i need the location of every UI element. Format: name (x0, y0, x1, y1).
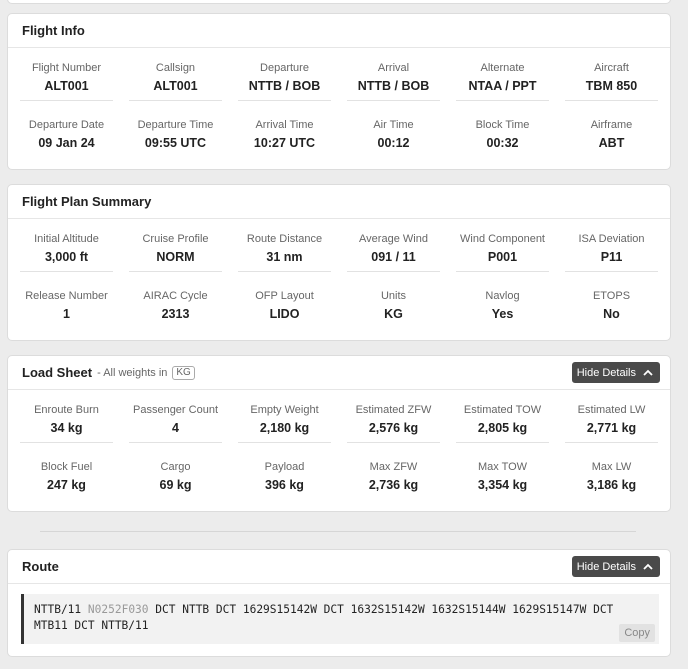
field-value: 091 / 11 (371, 250, 416, 264)
field-label: Max LW (591, 461, 632, 473)
flight-info-header (8, 14, 670, 48)
flight-plan-row-2 (8, 276, 670, 333)
field-value: 2,576 kg (368, 421, 419, 435)
info-cell-content (20, 61, 113, 101)
field-value: 3,000 ft (44, 250, 89, 264)
info-cell (12, 447, 121, 504)
route-title: Route (22, 559, 59, 574)
info-cell-content (456, 403, 549, 443)
info-cell-content (565, 61, 658, 101)
info-cell-content (20, 403, 113, 443)
info-cell-content (230, 289, 339, 322)
info-cell (121, 48, 230, 105)
load-sheet-hide-details-button[interactable] (572, 362, 660, 383)
field-value: 00:32 (486, 136, 519, 150)
field-label: Departure (260, 62, 309, 74)
info-cell (121, 219, 230, 276)
field-value: 3,186 kg (586, 478, 637, 492)
info-cell-content (238, 403, 331, 443)
info-cell (230, 276, 339, 333)
info-cell-content (557, 460, 666, 493)
field-value: 2,805 kg (477, 421, 528, 435)
info-cell (557, 447, 666, 504)
info-cell-content (129, 61, 222, 101)
field-value: 69 kg (159, 478, 192, 492)
field-value: 31 nm (266, 250, 303, 264)
info-cell (12, 105, 121, 162)
flight-plan-row-1 (8, 219, 670, 276)
field-label: Estimated ZFW (355, 404, 432, 416)
section-divider (40, 531, 636, 532)
previous-card-edge (7, 0, 671, 4)
field-value: NORM (156, 250, 195, 264)
info-cell-content (347, 232, 440, 272)
route-segment: DCT NTTB DCT 1629S15142W DCT 1632S15142W 1632S15144W 1629S15147W DCT (155, 603, 614, 616)
field-label: Flight Number (31, 62, 102, 74)
field-label: Release Number (25, 290, 108, 302)
info-cell-content (448, 460, 557, 493)
field-label: Route Distance (246, 233, 323, 245)
load-sheet-row-1 (8, 390, 670, 447)
field-label: ISA Deviation (578, 233, 645, 245)
info-cell-content (456, 61, 549, 101)
info-cell (339, 48, 448, 105)
field-label: Estimated TOW (463, 404, 542, 416)
info-cell (448, 276, 557, 333)
info-cell-content (339, 118, 448, 151)
field-label: Callsign (155, 62, 196, 74)
field-label: Enroute Burn (34, 404, 99, 416)
chevron-up-icon (642, 367, 654, 379)
info-cell-content (339, 289, 448, 322)
field-value: 09 Jan 24 (38, 136, 95, 150)
info-cell-content (565, 403, 658, 443)
info-cell-content (230, 118, 339, 151)
route-line-2: MTB11 DCT NTTB/11 (34, 619, 149, 632)
info-cell-content (121, 460, 230, 493)
load-sheet-title: Load Sheet (22, 365, 93, 380)
info-cell-content (565, 232, 658, 272)
info-cell-content (456, 232, 549, 272)
field-label: Block Fuel (40, 461, 93, 473)
field-value: Yes (491, 307, 514, 321)
info-cell-content (347, 61, 440, 101)
info-cell (12, 276, 121, 333)
field-value: KG (384, 307, 403, 321)
field-value: No (603, 307, 620, 321)
field-label: AIRAC Cycle (143, 290, 208, 302)
info-cell (339, 447, 448, 504)
info-cell (339, 105, 448, 162)
field-label: Departure Time (137, 119, 214, 131)
field-value: 3,354 kg (477, 478, 528, 492)
field-label: Wind Component (460, 233, 545, 245)
load-sheet-card (7, 355, 671, 512)
field-value: ABT (598, 136, 625, 150)
info-cell (121, 447, 230, 504)
info-cell (448, 48, 557, 105)
field-value: 2,180 kg (259, 421, 310, 435)
info-cell (121, 105, 230, 162)
route-header (8, 550, 670, 584)
info-cell (230, 48, 339, 105)
info-cell-content (448, 289, 557, 322)
field-value: NTAA / PPT (468, 79, 537, 93)
info-cell-content (238, 61, 331, 101)
info-cell (230, 219, 339, 276)
field-label: Departure Date (28, 119, 105, 131)
info-cell-content (557, 289, 666, 322)
info-cell (339, 219, 448, 276)
info-cell (339, 390, 448, 447)
flight-info-title: Flight Info (22, 23, 85, 38)
field-label: Aircraft (594, 62, 629, 74)
info-cell (230, 447, 339, 504)
info-cell (339, 276, 448, 333)
field-value: P11 (600, 250, 623, 264)
info-cell (12, 390, 121, 447)
info-cell (12, 48, 121, 105)
info-cell-content (230, 460, 339, 493)
info-cell-content (339, 460, 448, 493)
field-label: Units (380, 290, 407, 302)
field-label: Passenger Count (133, 404, 218, 416)
field-value: 00:12 (377, 136, 410, 150)
field-label: Airframe (590, 119, 633, 131)
field-label: Cargo (160, 461, 191, 473)
field-value: 4 (172, 421, 179, 435)
field-label: Arrival Time (255, 119, 314, 131)
info-cell (448, 390, 557, 447)
field-value: 396 kg (265, 478, 304, 492)
info-cell-content (12, 118, 121, 151)
info-cell-content (12, 289, 121, 322)
flight-info-row-1 (8, 48, 670, 105)
flight-plan-summary-card (7, 184, 671, 341)
field-value: 2313 (161, 307, 190, 321)
field-value: ALT001 (44, 79, 89, 93)
route-origin: NTTB/11 (34, 603, 82, 616)
route-line-1 (34, 602, 649, 618)
field-label: Payload (264, 461, 305, 473)
info-cell-content (448, 118, 557, 151)
route-speed-level: N0252F030 (87, 603, 149, 616)
field-label: Max ZFW (369, 461, 418, 473)
info-cell (557, 276, 666, 333)
info-cell (230, 105, 339, 162)
field-label: Empty Weight (250, 404, 319, 416)
route-card (7, 549, 671, 657)
info-cell (230, 390, 339, 447)
field-value: ALT001 (153, 79, 198, 93)
info-cell-content (20, 232, 113, 272)
field-label: Initial Altitude (34, 233, 99, 245)
hide-details-label: Hide Details (576, 560, 636, 573)
info-cell (557, 48, 666, 105)
field-value: 10:27 UTC (253, 136, 316, 150)
field-label: Arrival (377, 62, 410, 74)
field-label: Estimated LW (577, 404, 646, 416)
field-value: 34 kg (50, 421, 83, 435)
info-cell (557, 390, 666, 447)
field-label: OFP Layout (255, 290, 314, 302)
info-cell (448, 219, 557, 276)
field-value: 2,736 kg (368, 478, 419, 492)
info-cell (557, 105, 666, 162)
info-cell-content (129, 403, 222, 443)
field-label: Navlog (485, 290, 520, 302)
flight-info-row-2 (8, 105, 670, 162)
info-cell (121, 276, 230, 333)
info-cell (557, 219, 666, 276)
info-cell-content (121, 118, 230, 151)
field-label: Block Time (475, 119, 530, 131)
field-label: Alternate (480, 62, 525, 74)
field-label: Max TOW (477, 461, 528, 473)
flight-info-card (7, 13, 671, 170)
field-label: ETOPS (592, 290, 631, 302)
load-sheet-header (8, 356, 670, 390)
flight-plan-header (8, 185, 670, 219)
info-cell-content (12, 460, 121, 493)
info-cell-content (129, 232, 222, 272)
field-label: Average Wind (359, 233, 428, 245)
info-cell (121, 390, 230, 447)
field-value: 09:55 UTC (144, 136, 207, 150)
load-sheet-subtitle: - All weights in (97, 366, 168, 379)
field-label: Cruise Profile (142, 233, 209, 245)
field-value: 247 kg (47, 478, 86, 492)
field-value: LIDO (269, 307, 300, 321)
field-label: Air Time (373, 119, 414, 131)
info-cell (448, 105, 557, 162)
flight-plan-title: Flight Plan Summary (22, 194, 152, 209)
copy-route-button[interactable]: Copy (619, 624, 655, 642)
field-value: NTTB / BOB (357, 79, 430, 93)
weight-unit-badge: KG (172, 366, 194, 380)
info-cell (448, 447, 557, 504)
route-hide-details-button[interactable] (572, 556, 660, 577)
info-cell-content (347, 403, 440, 443)
info-cell-content (238, 232, 331, 272)
field-value: 2,771 kg (586, 421, 637, 435)
info-cell-content (121, 289, 230, 322)
field-value: 1 (63, 307, 70, 321)
info-cell-content (557, 118, 666, 151)
field-value: TBM 850 (585, 79, 638, 93)
load-sheet-row-2 (8, 447, 670, 504)
route-string-box (21, 594, 659, 644)
field-value: NTTB / BOB (248, 79, 321, 93)
chevron-up-icon (642, 561, 654, 573)
hide-details-label: Hide Details (576, 366, 636, 379)
info-cell (12, 219, 121, 276)
field-value: P001 (487, 250, 518, 264)
